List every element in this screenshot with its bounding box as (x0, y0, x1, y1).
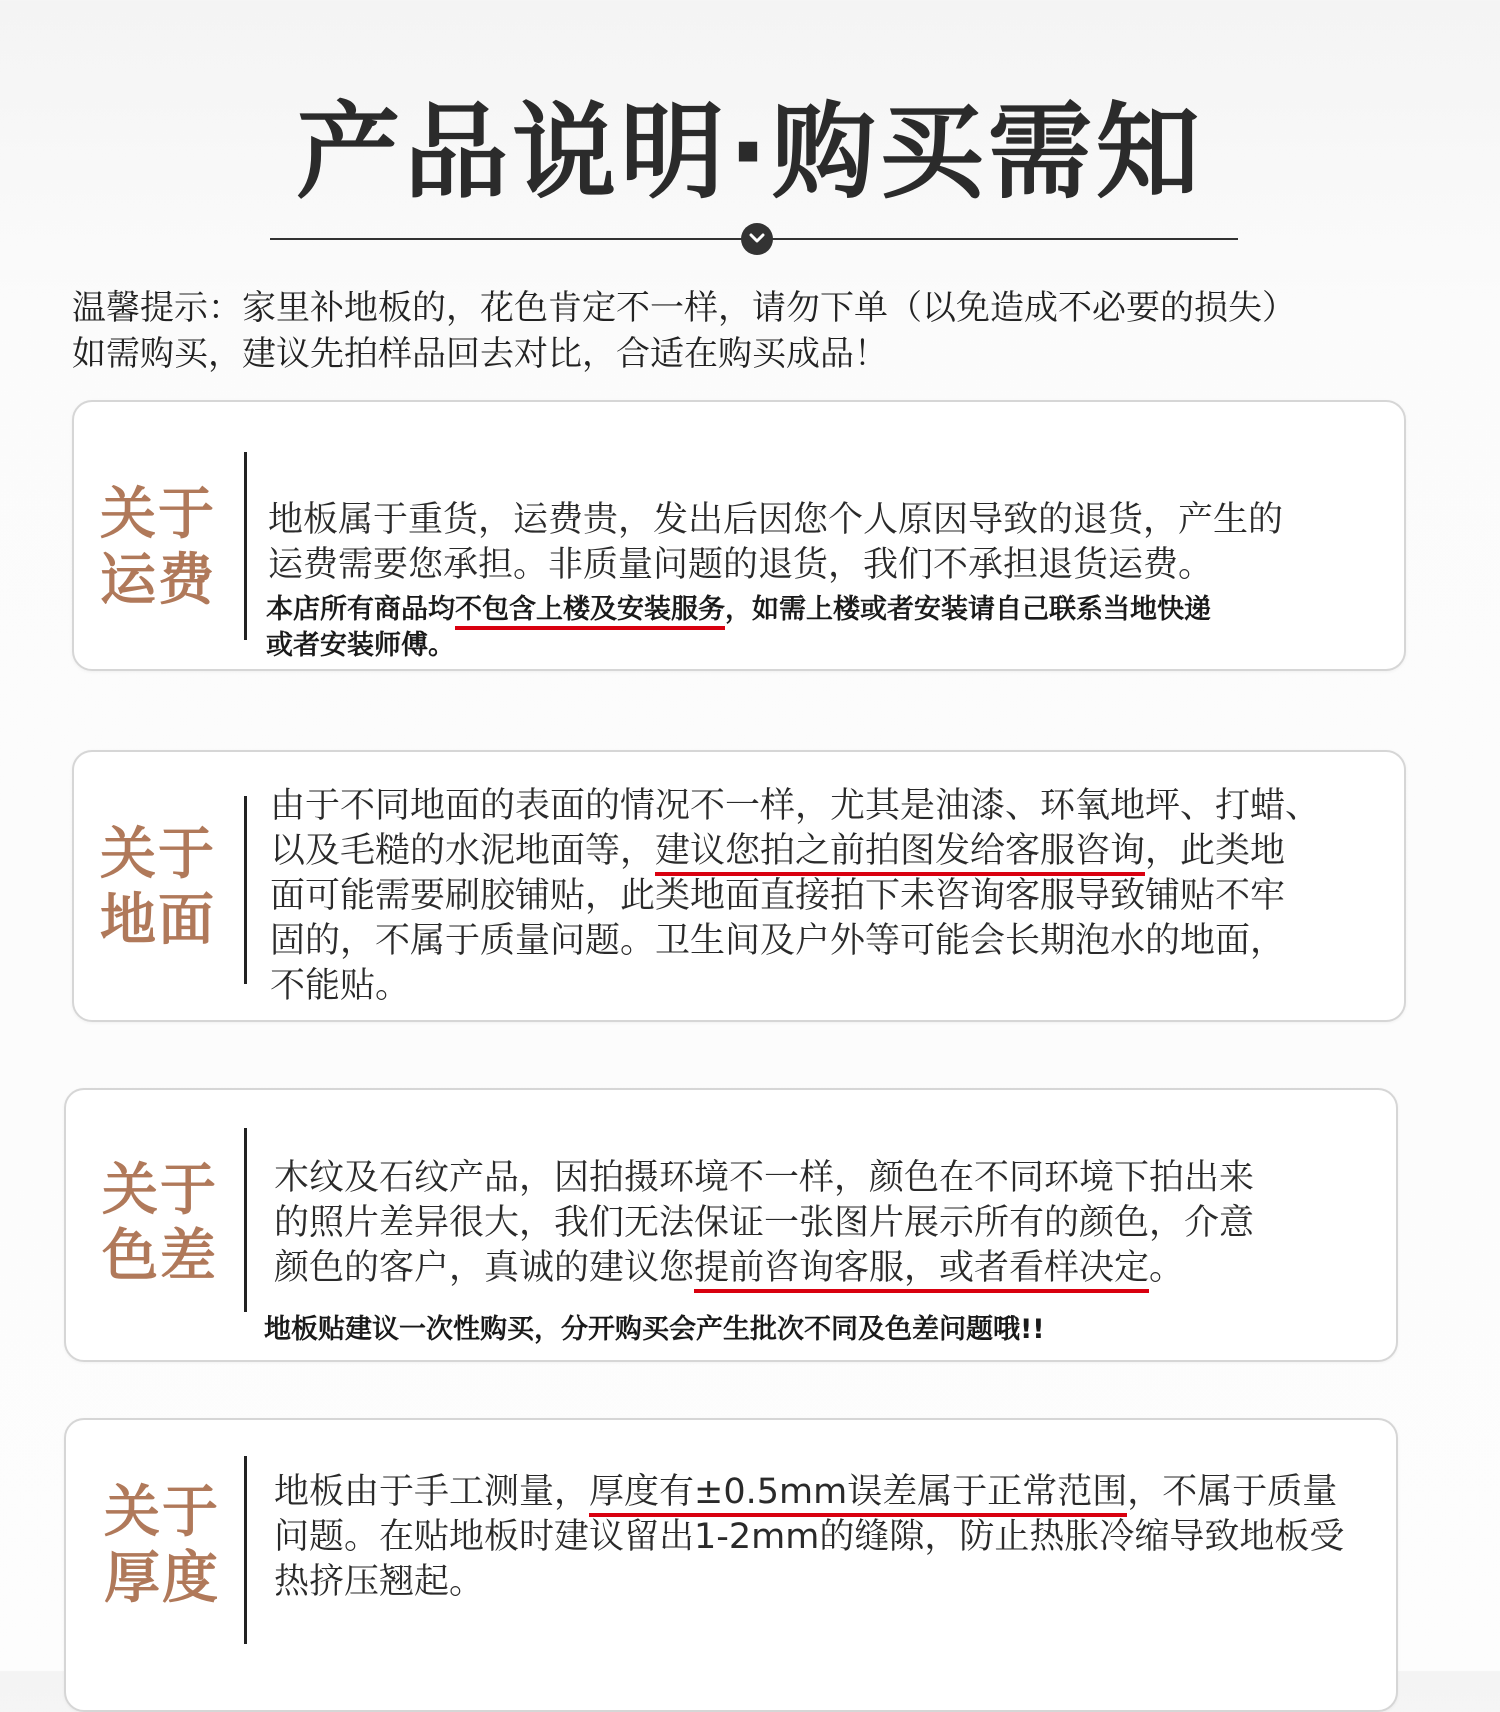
body-text: 地板由于手工测量， (274, 1472, 590, 1512)
card-body-shipping (268, 498, 1283, 588)
card-label-shipping (100, 482, 216, 614)
note-text: ，如需上楼或者安装请自己联系当地快递 (725, 594, 1211, 625)
body-text: 以及毛糙的水泥地面等， (270, 831, 656, 871)
body-highlight: 提前咨询客服，或者看样决定 (694, 1248, 1149, 1293)
card-label-line: 关于 (100, 482, 216, 547)
card-body-line: 木纹及石纹产品，因拍摄环境不一样，颜色在不同环境下拍出来 (274, 1158, 1255, 1198)
notice-line-1: 温馨提示：家里补地板的，花色肯定不一样，请勿下单（以免造成不必要的损失） (72, 288, 1296, 328)
note-highlight: 不包含上楼及安装服务 (455, 594, 725, 630)
card-body-line: 不能贴。 (270, 966, 411, 1006)
card-shipping (72, 400, 1406, 671)
body-highlight: 建议您拍之前拍图发给客服咨询 (655, 831, 1145, 876)
notice-line-2: 如需购买，建议先拍样品回去对比，合适在购买成品！ (72, 334, 888, 374)
card-body-line: 面可能需要刷胶铺贴，此类地面直接拍下未咨询客服导致铺贴不牢 (270, 876, 1286, 916)
card-label-line: 关于 (104, 1480, 220, 1545)
chevron-down-icon (749, 233, 765, 245)
card-body-line (270, 829, 1320, 874)
card-note-shipping (266, 592, 1211, 664)
card-note-color (264, 1312, 1045, 1348)
card-divider (244, 1456, 247, 1644)
note-text: 本店所有商品均 (266, 594, 455, 625)
page-title: 产品说明·购买需知 (296, 91, 1204, 213)
card-label-thickness (104, 1480, 220, 1612)
card-body-floor (270, 784, 1320, 1009)
notice (72, 285, 1482, 377)
card-label-line: 色差 (102, 1224, 218, 1289)
card-body-color (274, 1156, 1254, 1291)
card-label-line: 关于 (100, 822, 216, 887)
title-badge (741, 223, 773, 255)
card-label-line: 地面 (100, 888, 216, 953)
card-body-thickness (274, 1470, 1344, 1605)
card-body-line: 固的，不属于质量问题。卫生间及户外等可能会长期泡水的地面， (270, 921, 1286, 961)
body-text: ，不属于质量 (1127, 1472, 1338, 1512)
card-note-line: 地板贴建议一次性购买，分开购买会产生批次不同及色差问题哦!! (264, 1314, 1045, 1345)
card-body-line: 问题。在贴地板时建议留出1-2mm的缝隙，防止热胀冷缩导致地板受 (274, 1517, 1345, 1557)
card-body-line: 运费需要您承担。非质量问题的退货，我们不承担退货运费。 (268, 545, 1214, 585)
card-label-color (102, 1158, 218, 1290)
card-label-line: 厚度 (104, 1546, 220, 1611)
card-note-line (266, 592, 1211, 628)
body-text: 颜色的客户，真诚的建议您 (274, 1248, 695, 1288)
card-divider (244, 796, 247, 984)
card-body-line (274, 1246, 1254, 1291)
body-highlight: 厚度有±0.5mm误差属于正常范围 (589, 1472, 1127, 1517)
card-label-floor (100, 822, 216, 954)
card-body-line: 地板属于重货，运费贵，发出后因您个人原因导致的退货，产生的 (268, 500, 1284, 540)
card-note-line: 或者安装师傅。 (266, 630, 455, 661)
card-body-line (274, 1470, 1344, 1515)
card-divider (244, 1128, 247, 1312)
card-color (64, 1088, 1398, 1362)
card-body-line: 热挤压翘起。 (274, 1562, 485, 1602)
card-thickness (64, 1418, 1398, 1712)
card-divider (244, 452, 247, 640)
card-floor (72, 750, 1406, 1022)
card-body-line: 的照片差异很大，我们无法保证一张图片展示所有的颜色，介意 (274, 1203, 1255, 1243)
card-label-line: 运费 (100, 548, 216, 613)
body-text: ，此类地 (1145, 831, 1286, 871)
card-body-line: 由于不同地面的表面的情况不一样，尤其是油漆、环氧地坪、打蜡、 (270, 786, 1321, 826)
body-text: 。 (1149, 1248, 1185, 1288)
card-label-line: 关于 (102, 1158, 218, 1223)
